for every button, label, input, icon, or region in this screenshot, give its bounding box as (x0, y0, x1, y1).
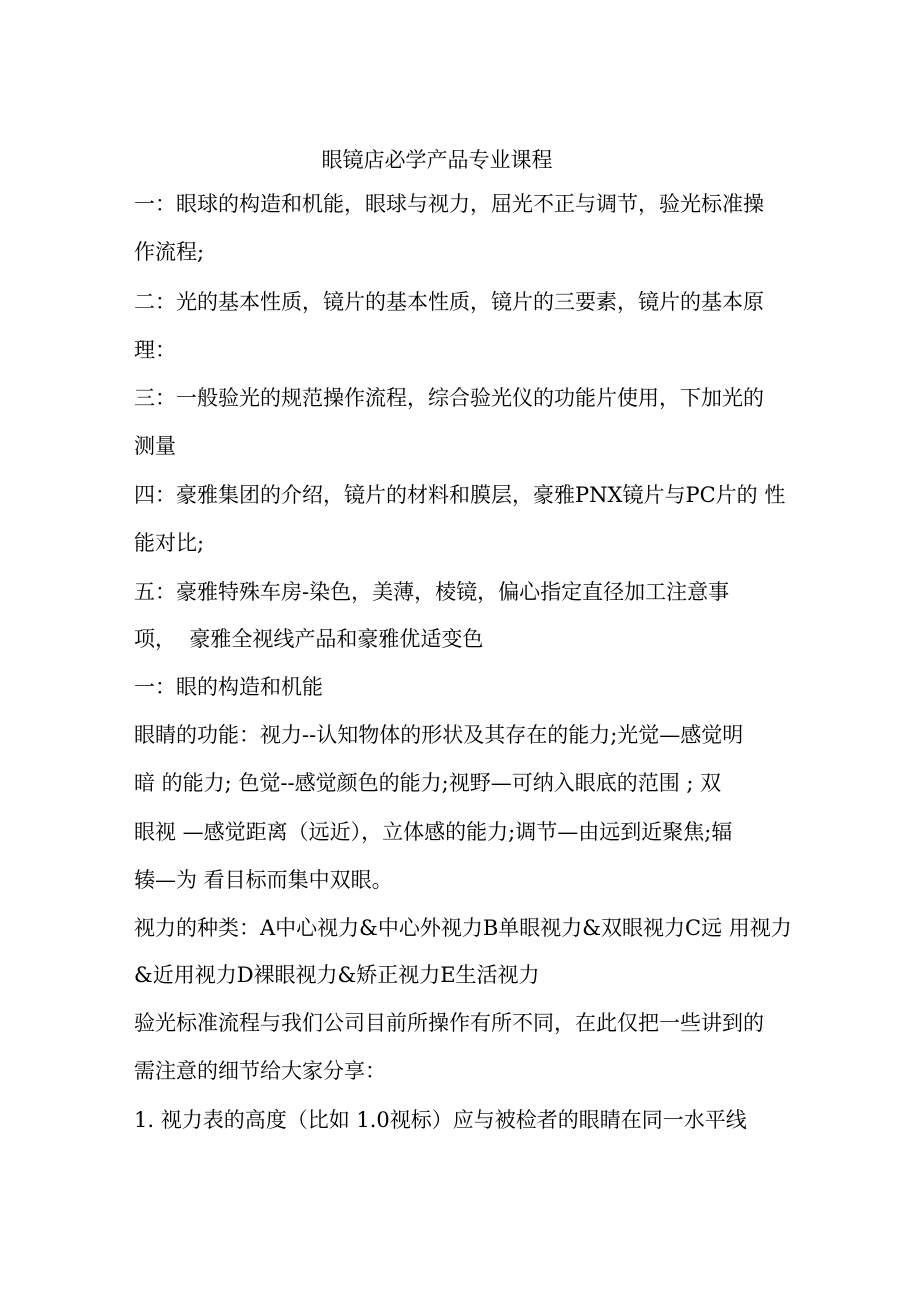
section-2-line-2: 理： (134, 338, 176, 362)
section-3-line-1: 三：一般验光的规范操作流程，综合验光仪的功能片使用，下加光的 (134, 386, 764, 410)
procedure-intro-line-2: 需注意的细节给大家分享： (134, 1059, 386, 1083)
section-4-line-2: 能对比; (134, 531, 205, 555)
section-4-line-1: 四：豪雅集团的介绍，镜片的材料和膜层，豪雅PNX镜片与PC片的 性 (134, 483, 786, 507)
vision-types-line-1: 视力的种类：A中心视力&中心外视力B单眼视力&双眼视力C远 用视力 (134, 916, 792, 940)
document-title: 眼镜店必学产品专业课程 (321, 148, 553, 172)
procedure-item-1: 1. 视力表的高度（比如 1.0视标）应与被检者的眼睛在同一水平线 (134, 1108, 747, 1132)
eye-function-line-2: 暗 的能力; 色觉--感觉颜色的能力;视野—可纳入眼底的范围 ; 双 (134, 771, 722, 795)
section-3-line-2: 测量 (134, 434, 176, 458)
section-5-line-2: 项， 豪雅全视线产品和豪雅优适变色 (134, 627, 484, 651)
vision-types-line-2: &近用视力D裸眼视力&矫正视力E生活视力 (134, 963, 540, 987)
procedure-intro-line-1: 验光标准流程与我们公司目前所操作有所不同，在此仅把一些讲到的 (134, 1011, 764, 1035)
subheading-eye-structure: 一：眼的构造和机能 (134, 675, 323, 699)
section-1-line-1: 一：眼球的构造和机能，眼球与视力，屈光不正与调节，验光标准操 (134, 192, 764, 216)
section-1-line-2: 作流程; (134, 240, 205, 264)
eye-function-line-1: 眼睛的功能：视力--认知物体的形状及其存在的能力;光觉—感觉明 (134, 723, 744, 747)
section-5-line-1: 五：豪雅特殊车房-染色，美薄，棱镜，偏心指定直径加工注意事 (134, 580, 730, 604)
section-2-line-1: 二：光的基本性质，镜片的基本性质，镜片的三要素，镜片的基本原 (134, 290, 764, 314)
eye-function-line-4: 辏—为 看目标而集中双眼。 (134, 868, 393, 892)
eye-function-line-3: 眼视 —感觉距离（远近），立体感的能力;调节—由远到近聚焦;辐 (134, 820, 733, 844)
